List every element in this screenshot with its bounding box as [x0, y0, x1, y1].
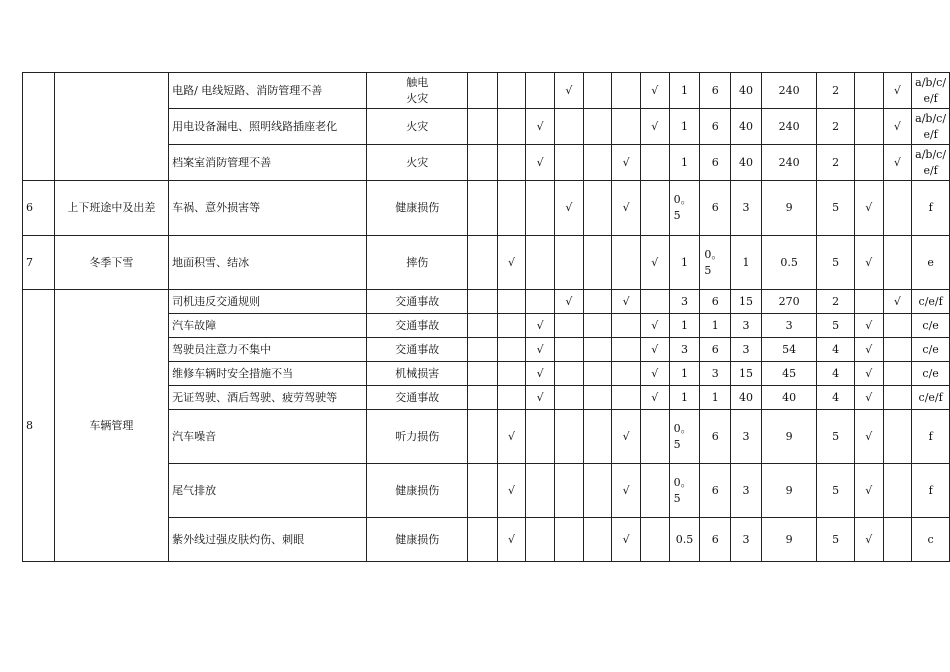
consequence: 交通事故	[367, 386, 468, 410]
value-c: 3	[731, 338, 762, 362]
stacked-value: 0。5	[704, 247, 723, 277]
hazard-description: 用电设备漏电、照明线路插座老化	[169, 109, 367, 145]
value-c: 15	[731, 290, 762, 314]
table-row	[23, 236, 950, 290]
check-cell: √	[612, 181, 641, 236]
check-cell	[612, 109, 641, 145]
check-cell	[555, 362, 584, 386]
activity: 上下班途中及出差	[54, 181, 168, 236]
check-cell	[640, 464, 669, 518]
hazard-description: 维修车辆时安全措施不当	[169, 362, 367, 386]
activity	[54, 73, 168, 181]
control-codes: c/e/f	[912, 290, 950, 314]
check-cell: √	[612, 410, 641, 464]
value-e: 1	[700, 386, 731, 410]
check-cell	[555, 518, 584, 562]
check-cell: √	[555, 181, 584, 236]
value-c: 40	[731, 109, 762, 145]
value-l: 0.5	[669, 518, 700, 562]
hazard-description: 汽车故障	[169, 314, 367, 338]
value-e: 6	[700, 73, 731, 109]
measure-check	[883, 464, 912, 518]
consequence: 触电 火灾	[367, 73, 468, 109]
check-cell	[555, 236, 584, 290]
check-cell	[612, 73, 641, 109]
row-number: 7	[23, 236, 55, 290]
risk-level: 5	[817, 518, 855, 562]
check-cell	[612, 386, 641, 410]
control-codes: c/e/f	[912, 386, 950, 410]
row-number: 6	[23, 181, 55, 236]
check-cell	[555, 464, 584, 518]
consequence: 火灾	[367, 109, 468, 145]
check-cell	[497, 362, 526, 386]
hazard-description: 司机违反交通规则	[169, 290, 367, 314]
check-cell	[526, 464, 555, 518]
risk-level: 5	[817, 181, 855, 236]
value-d: 9	[761, 181, 816, 236]
control-codes: c/e	[912, 314, 950, 338]
hazard-description: 电路/ 电线短路、消防管理不善	[169, 73, 367, 109]
check-cell	[497, 314, 526, 338]
value-c: 40	[731, 386, 762, 410]
value-e: 3	[700, 362, 731, 386]
hazard-description: 车祸、意外损害等	[169, 181, 367, 236]
value-l	[669, 464, 700, 518]
measure-check	[883, 386, 912, 410]
check-cell	[583, 181, 612, 236]
check-cell	[555, 338, 584, 362]
check-cell	[526, 410, 555, 464]
check-cell	[583, 518, 612, 562]
control-codes: a/b/c/e/f	[912, 145, 950, 181]
check-cell	[497, 181, 526, 236]
risk-level: 5	[817, 410, 855, 464]
check-cell	[526, 518, 555, 562]
check-cell	[583, 236, 612, 290]
check-cell	[468, 145, 498, 181]
hazard-description: 尾气排放	[169, 464, 367, 518]
check-cell: √	[555, 290, 584, 314]
check-cell	[612, 314, 641, 338]
check-cell: √	[640, 338, 669, 362]
measure-check: √	[854, 464, 883, 518]
measure-check	[883, 181, 912, 236]
risk-level: 4	[817, 386, 855, 410]
stacked-value: 0。5	[673, 421, 692, 451]
check-cell: √	[612, 464, 641, 518]
check-cell	[497, 109, 526, 145]
value-l: 3	[669, 290, 700, 314]
control-codes: e	[912, 236, 950, 290]
risk-level: 5	[817, 464, 855, 518]
check-cell	[526, 73, 555, 109]
value-e: 6	[700, 338, 731, 362]
measure-check: √	[883, 145, 912, 181]
check-cell: √	[612, 290, 641, 314]
check-cell	[612, 236, 641, 290]
check-cell	[555, 410, 584, 464]
check-cell	[468, 109, 498, 145]
value-c: 3	[731, 410, 762, 464]
check-cell	[640, 145, 669, 181]
row-number	[23, 73, 55, 181]
stacked-value: 0。5	[673, 475, 692, 505]
check-cell: √	[526, 314, 555, 338]
check-cell: √	[640, 314, 669, 338]
measure-check	[854, 290, 883, 314]
value-e: 6	[700, 109, 731, 145]
check-cell	[583, 338, 612, 362]
consequence: 摔伤	[367, 236, 468, 290]
value-c: 3	[731, 314, 762, 338]
check-cell	[640, 410, 669, 464]
value-d: 9	[761, 464, 816, 518]
measure-check: √	[883, 290, 912, 314]
check-cell: √	[612, 518, 641, 562]
value-d: 240	[761, 145, 816, 181]
measure-check: √	[883, 73, 912, 109]
value-d: 54	[761, 338, 816, 362]
value-e	[700, 236, 731, 290]
consequence: 健康损伤	[367, 464, 468, 518]
risk-level: 4	[817, 338, 855, 362]
row-number: 8	[23, 290, 55, 562]
risk-assessment-table	[22, 72, 950, 562]
check-cell	[468, 73, 498, 109]
check-cell	[468, 236, 498, 290]
table-body	[23, 73, 950, 562]
risk-level: 2	[817, 145, 855, 181]
value-d: 240	[761, 73, 816, 109]
check-cell	[468, 338, 498, 362]
consequence: 听力损伤	[367, 410, 468, 464]
value-l: 1	[669, 314, 700, 338]
risk-level: 2	[817, 109, 855, 145]
hazard-description: 档案室消防管理不善	[169, 145, 367, 181]
consequence: 健康损伤	[367, 181, 468, 236]
stacked-value: 0。5	[673, 193, 692, 222]
activity: 冬季下雪	[54, 236, 168, 290]
control-codes: f	[912, 181, 950, 236]
value-d: 9	[761, 410, 816, 464]
value-l: 1	[669, 73, 700, 109]
value-e: 6	[700, 145, 731, 181]
measure-check: √	[854, 518, 883, 562]
consequence: 火灾	[367, 145, 468, 181]
value-e: 6	[700, 464, 731, 518]
consequence: 交通事故	[367, 338, 468, 362]
hazard-description: 汽车噪音	[169, 410, 367, 464]
risk-level: 2	[817, 73, 855, 109]
check-cell	[468, 518, 498, 562]
measure-check	[883, 236, 912, 290]
check-cell	[640, 518, 669, 562]
check-cell: √	[640, 109, 669, 145]
activity: 车辆管理	[54, 290, 168, 562]
value-c: 40	[731, 73, 762, 109]
measure-check: √	[854, 314, 883, 338]
check-cell: √	[497, 236, 526, 290]
check-cell	[583, 290, 612, 314]
value-c: 1	[731, 236, 762, 290]
hazard-description: 地面积雪、结冰	[169, 236, 367, 290]
check-cell	[612, 338, 641, 362]
control-codes: f	[912, 464, 950, 518]
check-cell	[583, 464, 612, 518]
value-l: 1	[669, 236, 700, 290]
check-cell	[468, 410, 498, 464]
measure-check: √	[883, 109, 912, 145]
measure-check: √	[854, 362, 883, 386]
check-cell: √	[526, 145, 555, 181]
check-cell: √	[526, 338, 555, 362]
check-cell	[468, 362, 498, 386]
table-row	[23, 181, 950, 236]
check-cell	[583, 314, 612, 338]
check-cell	[555, 145, 584, 181]
check-cell	[555, 109, 584, 145]
value-l	[669, 410, 700, 464]
value-c: 3	[731, 181, 762, 236]
risk-level: 2	[817, 290, 855, 314]
check-cell	[526, 290, 555, 314]
value-d: 3	[761, 314, 816, 338]
check-cell: √	[640, 362, 669, 386]
check-cell: √	[526, 386, 555, 410]
value-l: 1	[669, 386, 700, 410]
measure-check	[854, 109, 883, 145]
measure-check	[854, 145, 883, 181]
control-codes: c/e	[912, 338, 950, 362]
measure-check: √	[854, 410, 883, 464]
risk-level: 5	[817, 236, 855, 290]
check-cell	[468, 464, 498, 518]
check-cell	[612, 362, 641, 386]
value-e: 6	[700, 518, 731, 562]
check-cell: √	[640, 73, 669, 109]
check-cell: √	[526, 109, 555, 145]
measure-check	[883, 518, 912, 562]
check-cell: √	[612, 145, 641, 181]
check-cell: √	[640, 236, 669, 290]
value-c: 15	[731, 362, 762, 386]
table-row	[23, 290, 950, 314]
measure-check: √	[854, 338, 883, 362]
measure-check	[883, 338, 912, 362]
check-cell	[497, 338, 526, 362]
check-cell	[497, 73, 526, 109]
consequence: 机械损害	[367, 362, 468, 386]
value-e: 6	[700, 181, 731, 236]
value-d: 240	[761, 109, 816, 145]
measure-check	[883, 314, 912, 338]
check-cell	[583, 386, 612, 410]
check-cell	[583, 362, 612, 386]
value-c: 3	[731, 464, 762, 518]
value-l	[669, 181, 700, 236]
check-cell	[468, 290, 498, 314]
control-codes: c/e	[912, 362, 950, 386]
check-cell: √	[497, 410, 526, 464]
consequence: 交通事故	[367, 314, 468, 338]
control-codes: f	[912, 410, 950, 464]
consequence: 健康损伤	[367, 518, 468, 562]
value-d: 45	[761, 362, 816, 386]
check-cell	[497, 386, 526, 410]
measure-check	[883, 410, 912, 464]
measure-check: √	[854, 181, 883, 236]
control-codes: a/b/c/e/f	[912, 109, 950, 145]
check-cell	[583, 145, 612, 181]
value-c: 3	[731, 518, 762, 562]
control-codes: a/b/c/e/f	[912, 73, 950, 109]
check-cell: √	[497, 464, 526, 518]
value-l: 1	[669, 145, 700, 181]
hazard-description: 紫外线过强皮肤灼伤、刺眼	[169, 518, 367, 562]
check-cell	[583, 410, 612, 464]
control-codes: c	[912, 518, 950, 562]
check-cell	[583, 109, 612, 145]
check-cell: √	[640, 386, 669, 410]
measure-check: √	[854, 386, 883, 410]
check-cell	[640, 181, 669, 236]
hazard-description: 无证驾驶、酒后驾驶、疲劳驾驶等	[169, 386, 367, 410]
check-cell: √	[497, 518, 526, 562]
check-cell	[497, 145, 526, 181]
consequence: 交通事故	[367, 290, 468, 314]
check-cell: √	[555, 73, 584, 109]
check-cell	[526, 181, 555, 236]
hazard-description: 驾驶员注意力不集中	[169, 338, 367, 362]
check-cell	[583, 73, 612, 109]
table-row	[23, 73, 950, 109]
check-cell	[555, 386, 584, 410]
risk-level: 5	[817, 314, 855, 338]
value-d: 0.5	[761, 236, 816, 290]
check-cell	[526, 236, 555, 290]
check-cell: √	[526, 362, 555, 386]
check-cell	[468, 386, 498, 410]
value-d: 270	[761, 290, 816, 314]
check-cell	[640, 290, 669, 314]
measure-check: √	[854, 236, 883, 290]
value-e: 6	[700, 410, 731, 464]
value-c: 40	[731, 145, 762, 181]
risk-level: 4	[817, 362, 855, 386]
value-l: 1	[669, 362, 700, 386]
measure-check	[854, 73, 883, 109]
value-l: 1	[669, 109, 700, 145]
measure-check	[883, 362, 912, 386]
check-cell	[555, 314, 584, 338]
check-cell	[468, 181, 498, 236]
value-l: 3	[669, 338, 700, 362]
check-cell	[468, 314, 498, 338]
check-cell	[497, 290, 526, 314]
value-d: 9	[761, 518, 816, 562]
value-e: 6	[700, 290, 731, 314]
value-e: 1	[700, 314, 731, 338]
value-d: 40	[761, 386, 816, 410]
